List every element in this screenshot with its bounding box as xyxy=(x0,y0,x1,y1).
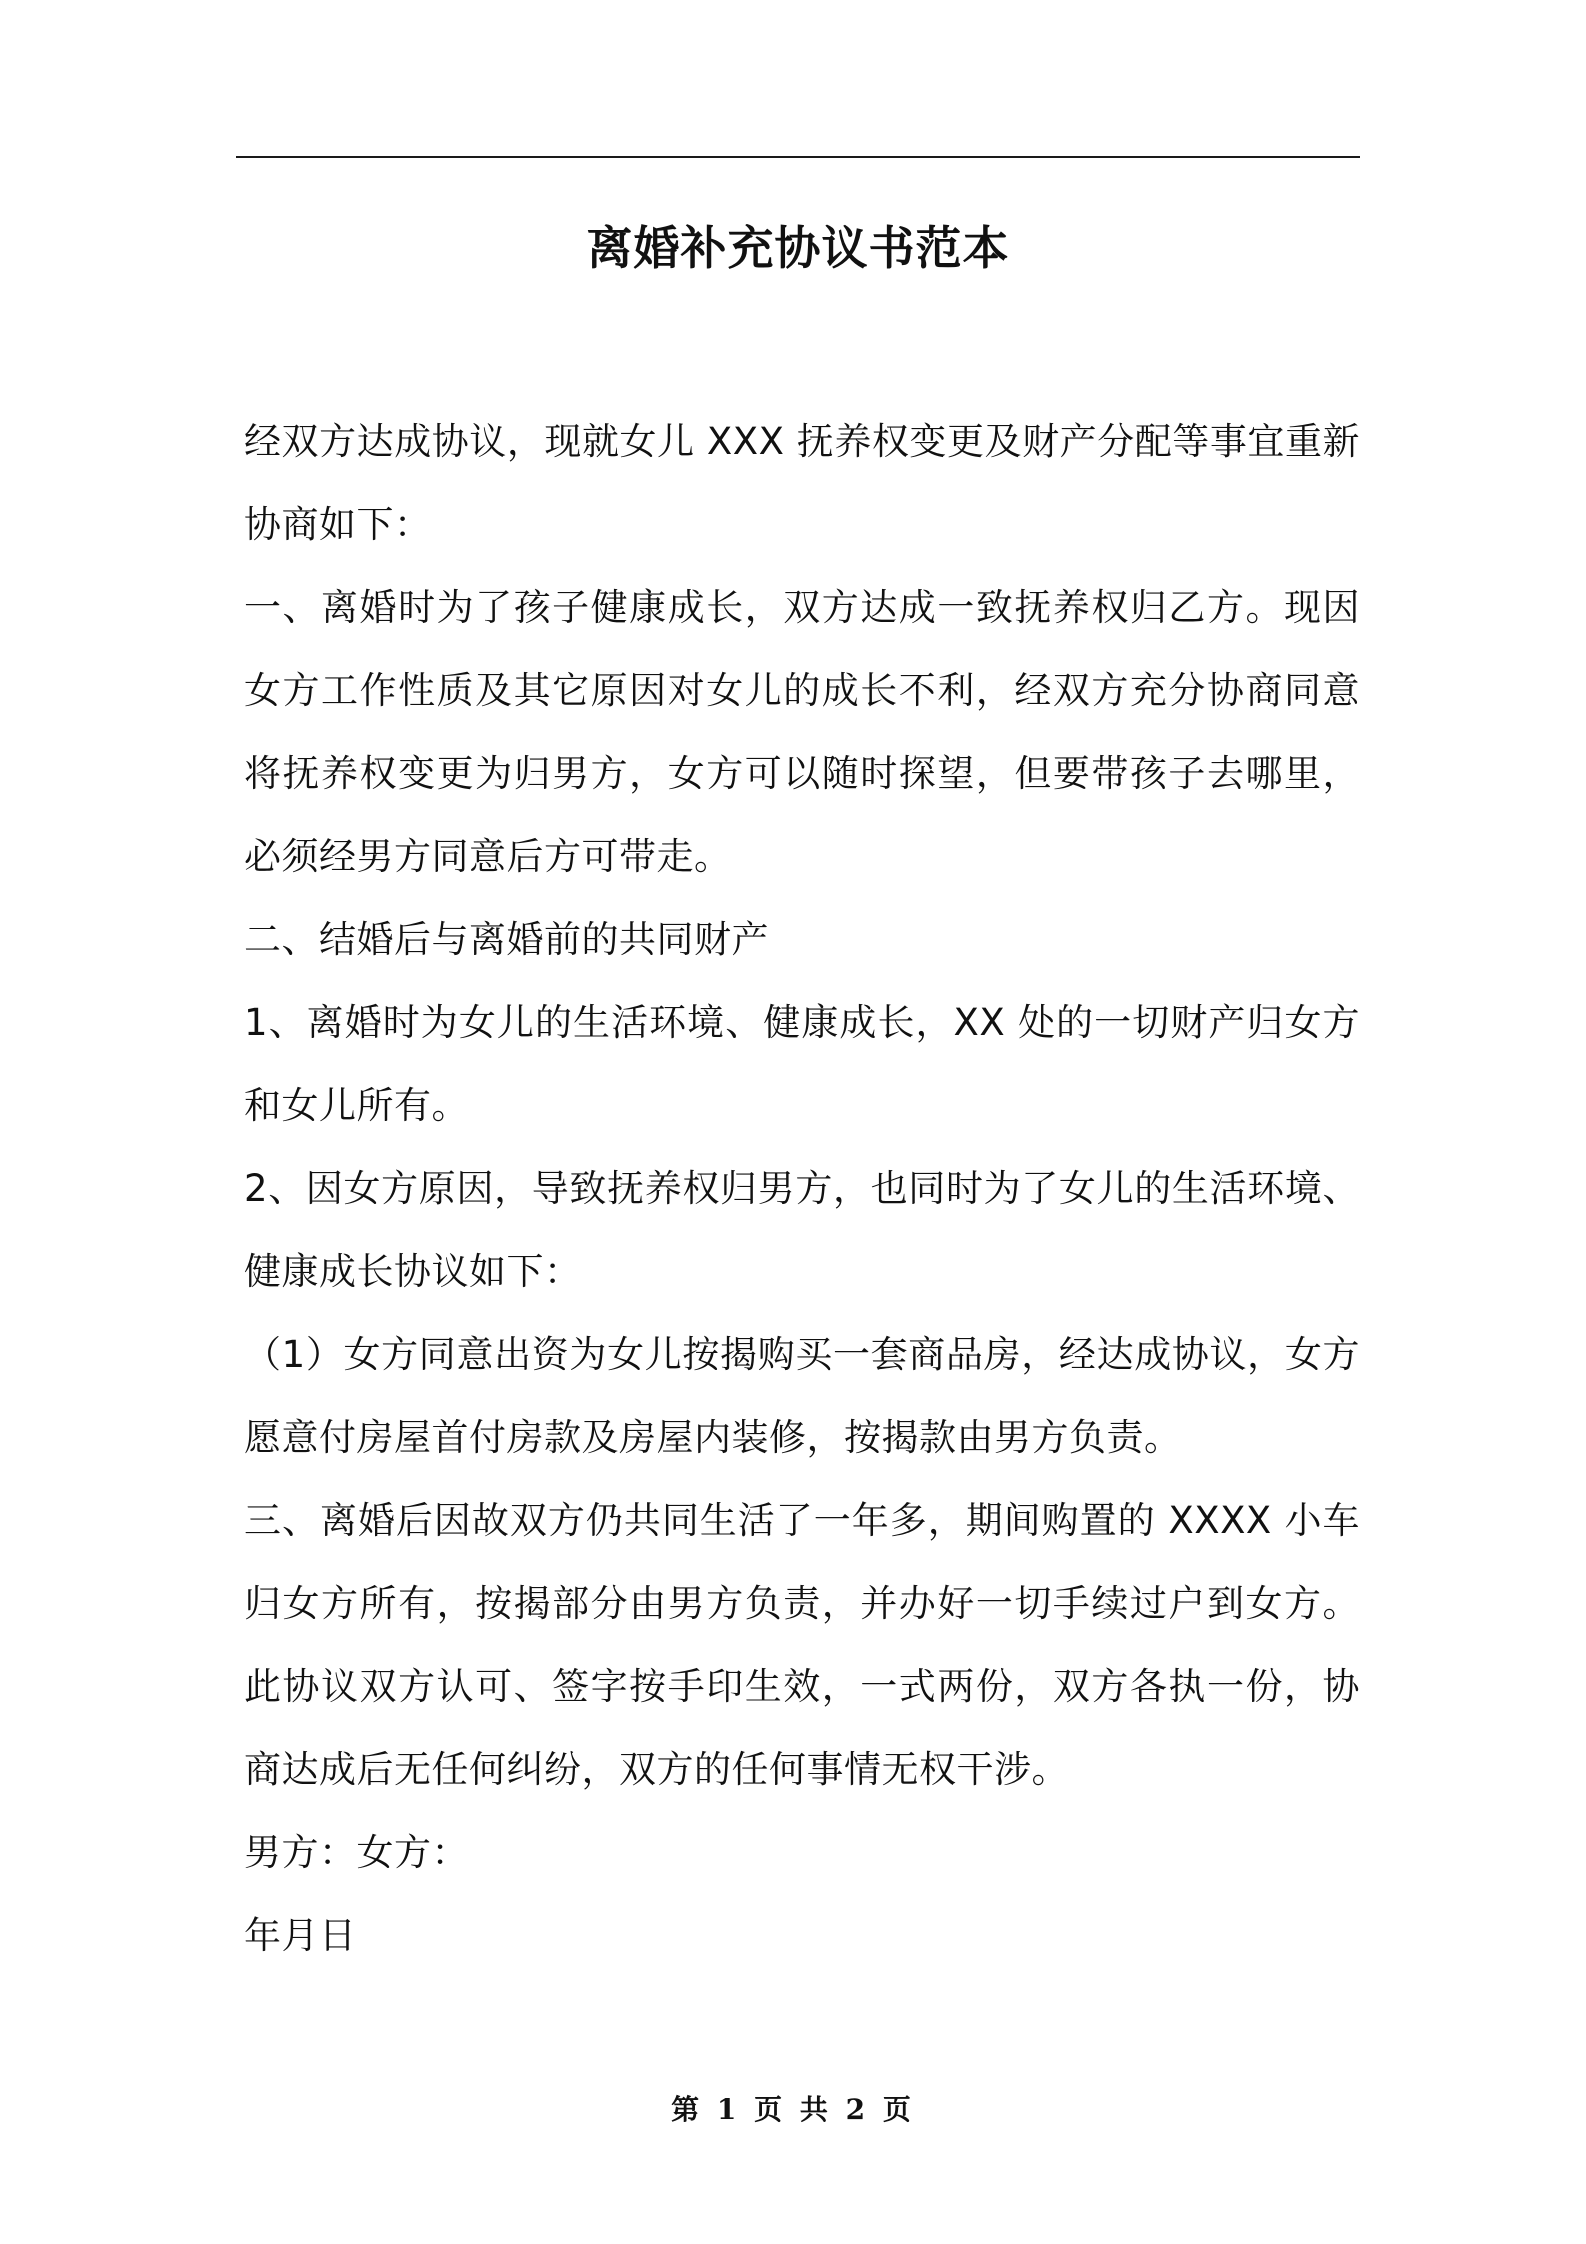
clause-2-heading: 二、结婚后与离婚前的共同财产 xyxy=(244,918,769,961)
date-line: 年月日 xyxy=(244,1914,357,1957)
clause-3-paragraph: 三、离婚后因故双方仍共同生活了一年多，期间购置的 XXXX 小车归女方所有，按揭部分由男方负责，并办好一切手续过户到女方。此协议双方认可、签字按手印生效，一式两份，双方各执一份，协商达成后无任何纠纷，双方的任何事情无权干涉。 xyxy=(244,1499,1360,1791)
header-rule xyxy=(236,156,1360,158)
signature-line: 男方：女方： xyxy=(244,1831,469,1874)
clause-2-item-1: 1、离婚时为女儿的生活环境、健康成长，XX 处的一切财产归女方和女儿所有。 xyxy=(244,1001,1360,1127)
intro-paragraph: 经双方达成协议，现就女儿 XXX 抚养权变更及财产分配等事宜重新协商如下： xyxy=(244,420,1360,546)
page-number-footer: 第 1 页 共 2 页 xyxy=(671,2093,915,2126)
clause-2-subitem-1: （1）女方同意出资为女儿按揭购买一套商品房，经达成协议，女方愿意付房屋首付房款及房屋内装修，按揭款由男方负责。 xyxy=(244,1333,1360,1459)
document-body xyxy=(244,400,1360,1977)
clause-2-item-2: 2、因女方原因，导致抚养权归男方，也同时为了女儿的生活环境、健康成长协议如下： xyxy=(244,1167,1360,1293)
clause-1-paragraph: 一、离婚时为了孩子健康成长，双方达成一致抚养权归乙方。现因女方工作性质及其它原因对女儿的成长不利，经双方充分协商同意将抚养权变更为归男方，女方可以随时探望，但要带孩子去哪里，必须经男方同意后方可带走。 xyxy=(244,586,1360,878)
document-title: 离婚补充协议书范本 xyxy=(586,221,1010,275)
